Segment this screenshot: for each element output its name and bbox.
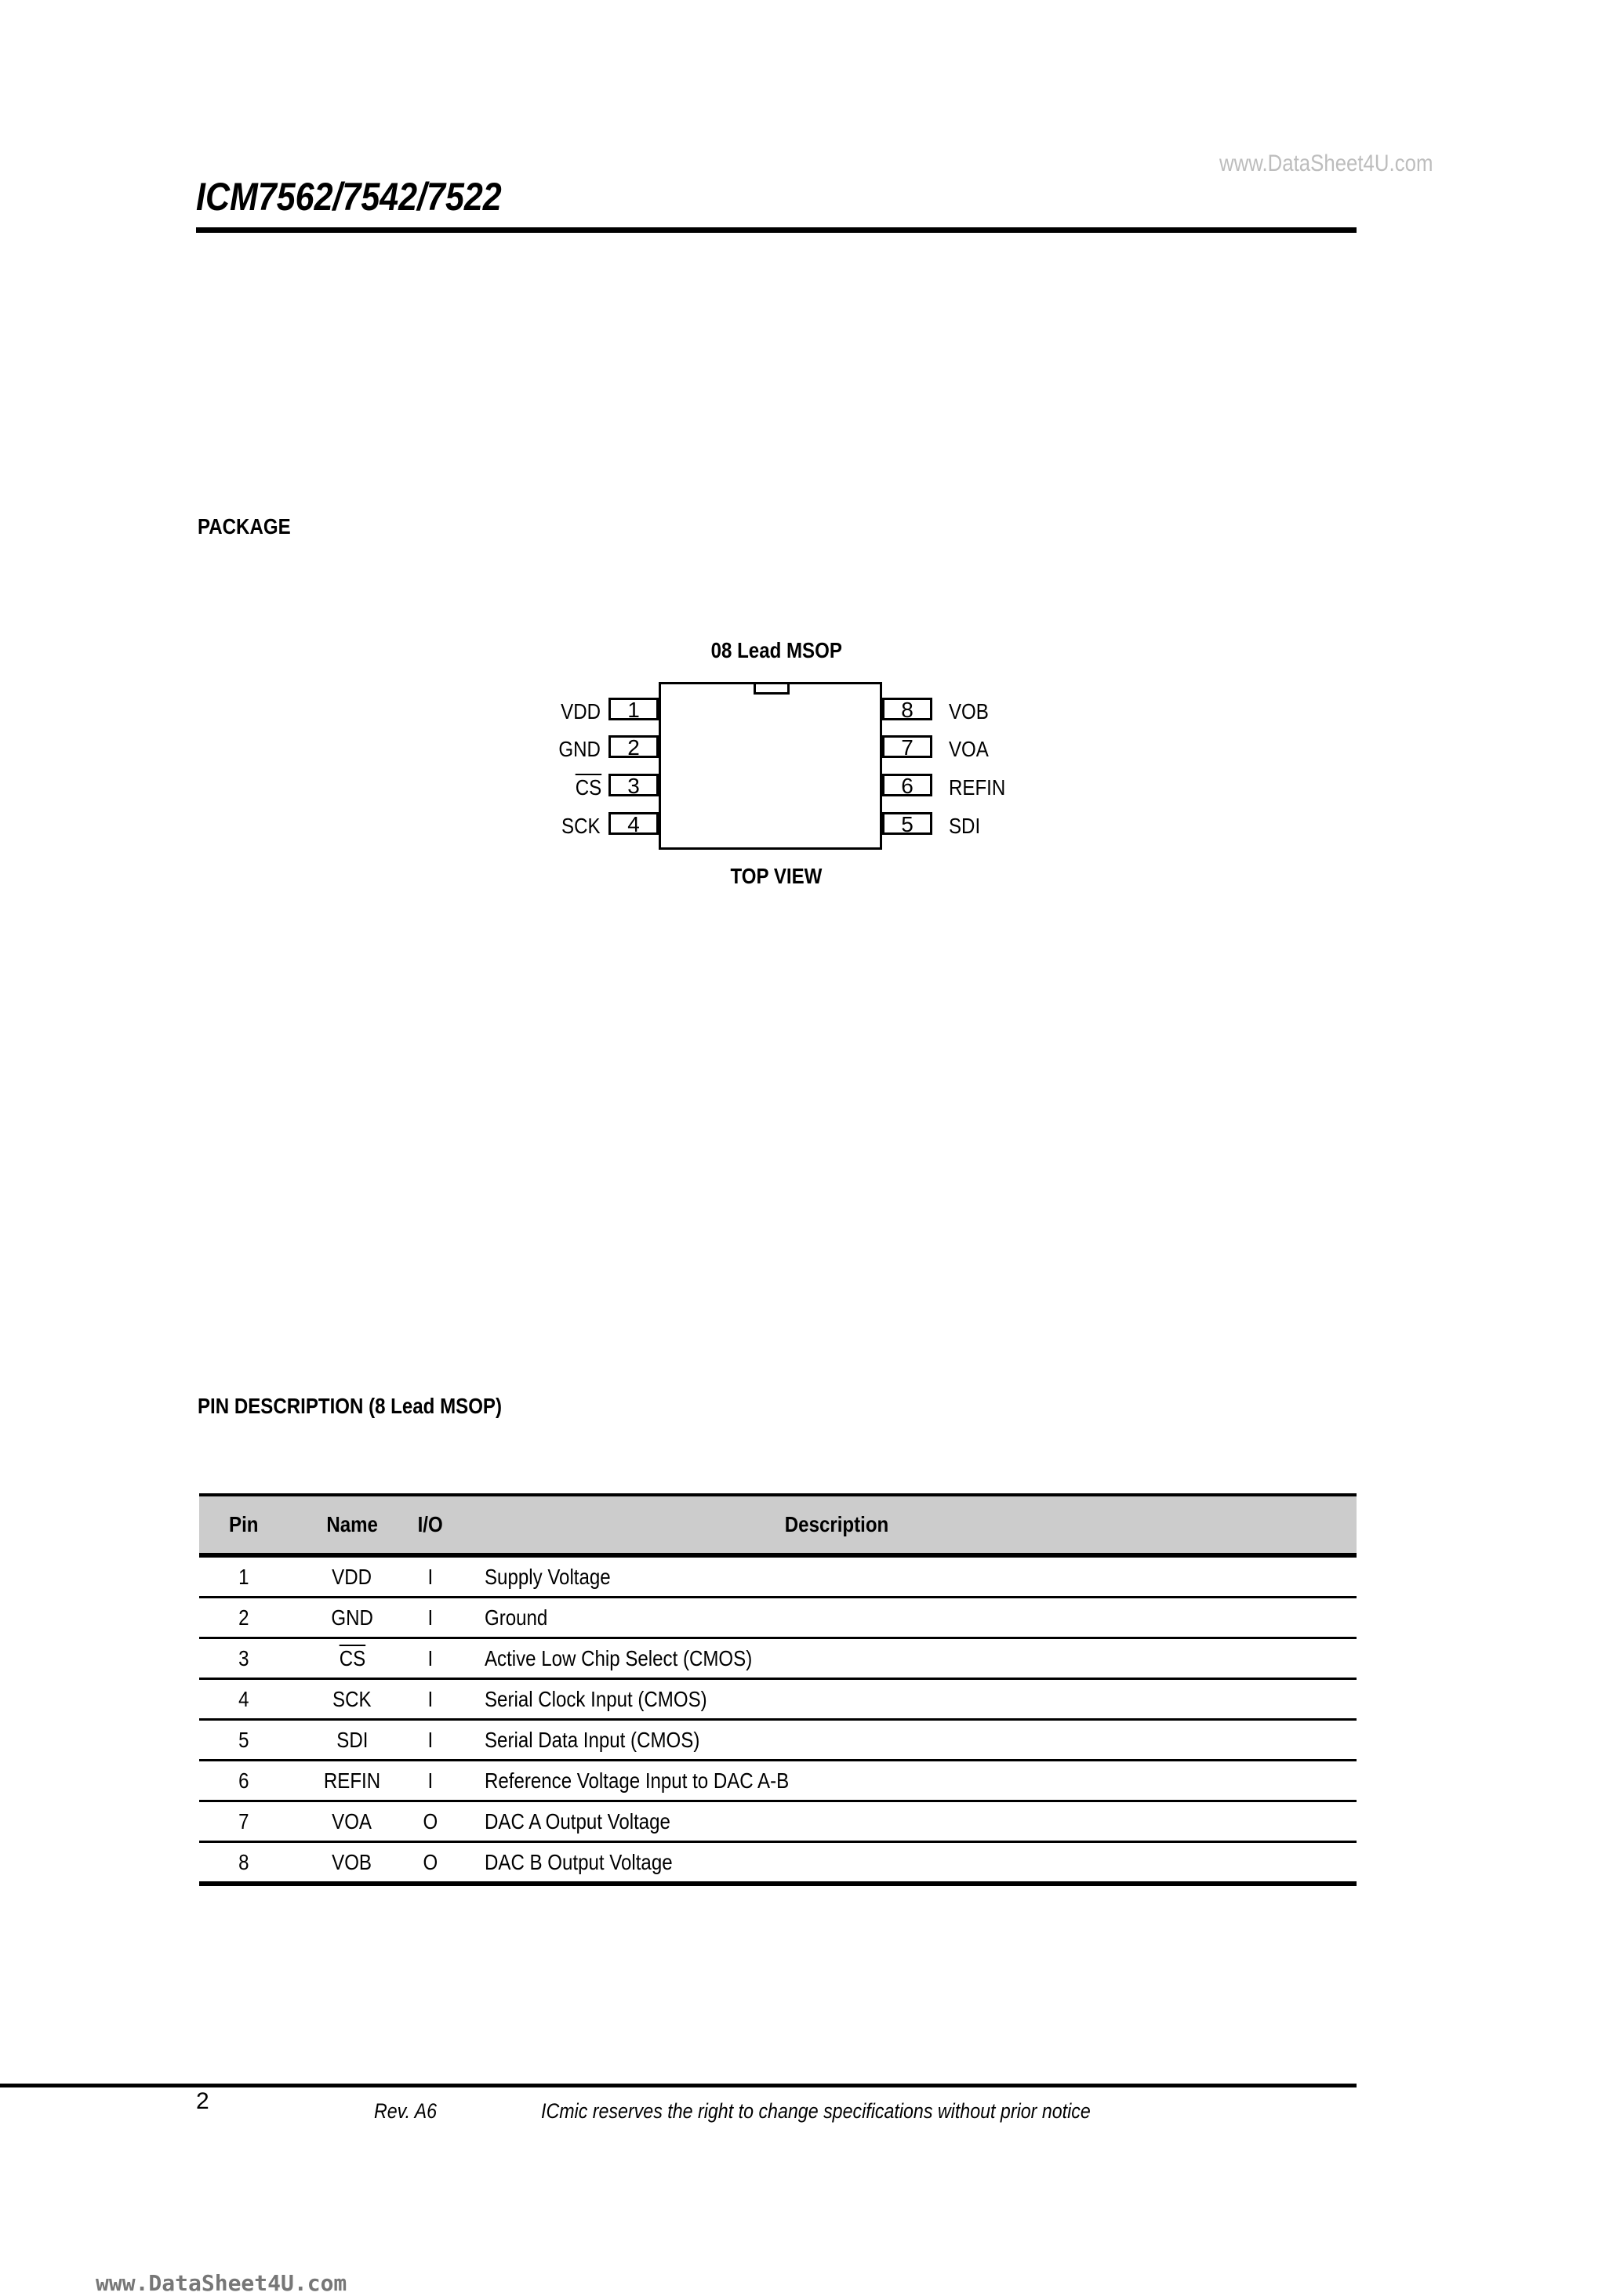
- table-row: [199, 1558, 1357, 1598]
- pin-description-table: [199, 1493, 1357, 1886]
- cell-text: I: [427, 1605, 434, 1630]
- cell-pin: [216, 1728, 271, 1753]
- cell-name: [317, 1646, 387, 1671]
- cell-name: [317, 1728, 387, 1753]
- cell-text: O: [423, 1808, 438, 1834]
- table-row: [199, 1761, 1357, 1802]
- pin-title-text: PIN DESCRIPTION (8 Lead MSOP): [198, 1394, 503, 1418]
- cell-io: [411, 1646, 450, 1671]
- chip-body: [659, 682, 882, 850]
- footer-rule: [0, 2084, 1357, 2087]
- cell-name: [317, 1850, 387, 1875]
- document-title: [196, 174, 551, 219]
- cell-name: [317, 1687, 387, 1712]
- pin-num: 6: [901, 774, 914, 798]
- diagram-title-text: 08 Lead MSOP: [710, 638, 842, 662]
- cell-text: DAC B Output Voltage: [485, 1849, 673, 1874]
- cell-text: VOA: [332, 1808, 372, 1834]
- title-text: ICM7562/7542/7522: [196, 175, 502, 219]
- package-section-title: [198, 514, 306, 539]
- cell-name: [317, 1809, 387, 1834]
- cell-text: I: [427, 1564, 434, 1589]
- cell-text: REFIN: [323, 1768, 381, 1793]
- cell-text: DAC A Output Voltage: [485, 1808, 670, 1834]
- pin-label-vdd: [549, 699, 604, 724]
- cell-text: SDI: [336, 1727, 369, 1752]
- cell-text: $\overline{CS}$: [339, 1645, 365, 1670]
- pin-num: 1: [627, 698, 640, 722]
- cell-io: [411, 1605, 450, 1630]
- cell-text: 6: [238, 1768, 249, 1793]
- watermark-text: www.DataSheet4U.com: [1219, 151, 1433, 176]
- cell-io: [411, 1728, 450, 1753]
- pin-label-sdi: [949, 814, 986, 839]
- pin-label-text: VDD: [561, 699, 601, 724]
- cell-text: Serial Data Input (CMOS): [485, 1727, 700, 1752]
- cell-text: SCK: [332, 1686, 372, 1711]
- cell-text: I: [427, 1686, 434, 1711]
- cell-pin: [216, 1565, 271, 1590]
- cell-text: 5: [238, 1727, 249, 1752]
- cell-pin: [216, 1687, 271, 1712]
- package-title-text: PACKAGE: [198, 514, 291, 539]
- cell-text: 3: [238, 1645, 249, 1670]
- cell-text: 8: [238, 1849, 249, 1874]
- pin-label-voa: [949, 737, 995, 762]
- cell-pin: [216, 1850, 271, 1875]
- col-text: Description: [784, 1512, 889, 1536]
- pin1-notch: [754, 682, 790, 695]
- table-row: [199, 1598, 1357, 1639]
- pin-num: 8: [901, 698, 914, 722]
- cell-pin: [216, 1605, 271, 1630]
- table-row: [199, 1843, 1357, 1886]
- page-number: 2: [196, 2088, 209, 2114]
- diagram-title: [518, 638, 1035, 663]
- cell-text: Reference Voltage Input to DAC A-B: [485, 1768, 790, 1793]
- pin-5: [882, 812, 932, 835]
- cell-text: GND: [331, 1605, 373, 1630]
- cell-text: Active Low Chip Select (CMOS): [485, 1645, 753, 1670]
- pin-2: [608, 735, 659, 758]
- pin-num: 7: [901, 735, 914, 760]
- cell-description: [485, 1768, 838, 1794]
- cell-io: [411, 1687, 450, 1712]
- cell-description: [485, 1605, 558, 1630]
- pin-label-sck: [549, 814, 604, 839]
- cell-description: [485, 1646, 796, 1671]
- cell-io: [411, 1768, 450, 1794]
- cell-pin: [216, 1768, 271, 1794]
- cell-text: VDD: [332, 1564, 372, 1589]
- cell-text: 4: [238, 1686, 249, 1711]
- pin-6: [882, 774, 932, 796]
- view-label-text: TOP VIEW: [730, 864, 823, 888]
- pin-8: [882, 698, 932, 720]
- revision: [374, 2099, 447, 2124]
- cell-text: 7: [238, 1808, 249, 1834]
- cell-pin: [216, 1809, 271, 1834]
- cell-description: [485, 1850, 703, 1875]
- pin-description-title: [198, 1394, 551, 1419]
- cell-io: [411, 1850, 450, 1875]
- pin-label-text: VOA: [949, 737, 989, 761]
- watermark-top: [1219, 151, 1468, 177]
- pin-label-refin: [949, 775, 1015, 800]
- pin-1: [608, 698, 659, 720]
- pin-label-text: SDI: [949, 814, 981, 838]
- col-text: Name: [326, 1512, 378, 1536]
- pin-label-vob: [949, 699, 995, 724]
- pin-label-gnd: [549, 737, 604, 762]
- cell-description: [485, 1565, 631, 1590]
- cell-text: I: [427, 1768, 434, 1793]
- pin-3: [608, 774, 659, 796]
- cell-pin: [216, 1646, 271, 1671]
- cell-name: [317, 1605, 387, 1630]
- table-row: [199, 1680, 1357, 1721]
- notice-text: ICmic reserves the right to change specifications without prior notice: [541, 2099, 1091, 2123]
- pin-num: 3: [627, 774, 640, 798]
- cell-text: VOB: [332, 1849, 372, 1874]
- pin-num: 2: [627, 735, 640, 760]
- cell-text: O: [423, 1849, 438, 1874]
- col-description: [199, 1512, 1357, 1537]
- cell-text: Serial Clock Input (CMOS): [485, 1686, 707, 1711]
- cell-name: [317, 1768, 387, 1794]
- cell-text: I: [427, 1727, 434, 1752]
- col-text: Pin: [229, 1512, 259, 1536]
- pin-label-text: REFIN: [949, 775, 1006, 800]
- cell-description: [485, 1809, 701, 1834]
- cell-text: 2: [238, 1605, 249, 1630]
- pin-num: 5: [901, 812, 914, 836]
- table-header: [199, 1493, 1357, 1558]
- pin-label-text: GND: [558, 737, 601, 761]
- pin-num: 4: [627, 812, 640, 836]
- revision-text: Rev. A6: [374, 2099, 438, 2123]
- table-row: [199, 1802, 1357, 1843]
- header-rule: [196, 227, 1357, 233]
- pin-label-text: SCK: [561, 814, 601, 838]
- cell-text: Supply Voltage: [485, 1564, 611, 1589]
- watermark-bottom: www.DataSheet4U.com: [96, 2270, 347, 2296]
- pin-label-text: VOB: [949, 699, 989, 724]
- pin-label-text: $\overline{CS}$: [575, 775, 602, 800]
- cell-io: [411, 1565, 450, 1590]
- cell-description: [485, 1687, 743, 1712]
- cell-name: [317, 1565, 387, 1590]
- cell-description: [485, 1728, 735, 1753]
- cell-io: [411, 1809, 450, 1834]
- view-label: [518, 864, 1035, 889]
- col-text: I/O: [417, 1512, 444, 1536]
- table-row: [199, 1639, 1357, 1680]
- package-diagram: [518, 635, 1035, 894]
- pin-4: [608, 812, 659, 835]
- footer-notice: [541, 2099, 1180, 2124]
- pin-label-cs: [549, 775, 604, 800]
- cell-text: Ground: [485, 1605, 548, 1630]
- table-row: [199, 1721, 1357, 1761]
- pin-7: [882, 735, 932, 758]
- cell-text: I: [427, 1645, 434, 1670]
- cell-text: 1: [238, 1564, 249, 1589]
